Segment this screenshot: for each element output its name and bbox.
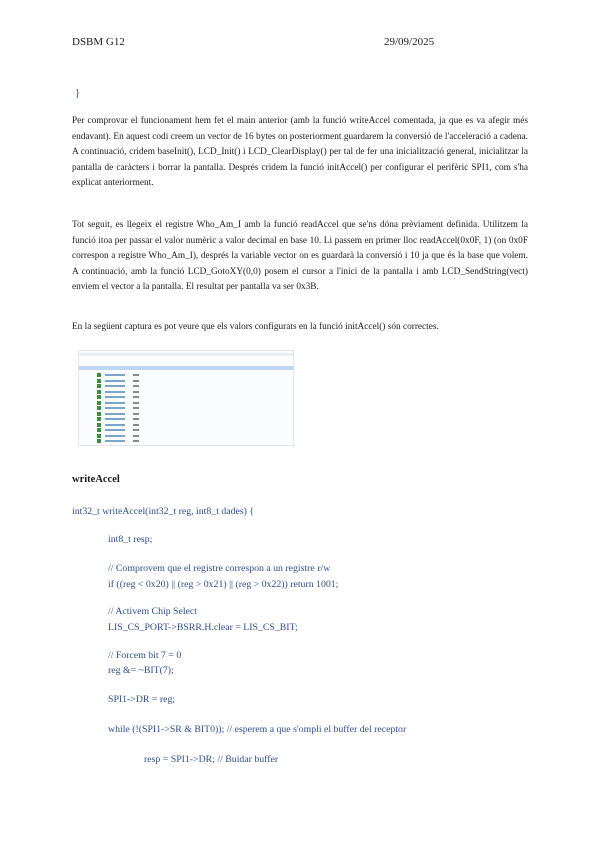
header-author: DSBM G12 [72, 36, 125, 48]
screenshot-register-row [93, 384, 289, 389]
code-comment: // Comprovem que el registre correspon a un registre r/w [108, 563, 331, 574]
header-date: 29/09/2025 [384, 36, 435, 48]
code-line: int8_t resp; [108, 534, 153, 545]
code-line: if ((reg < 0x20) || (reg > 0x21) || (reg > 0x22)) return 1001; [108, 579, 339, 590]
screenshot-register-row [93, 428, 289, 433]
screenshot-register-row [93, 373, 289, 378]
code-comment: // Forcem bit 7 = 0 [108, 650, 182, 661]
paragraph-screenshot-intro: En la següent captura es pot veure que els valors configurats en la funció initAccel() són correctes. [72, 322, 439, 332]
screenshot-register-row [93, 412, 289, 417]
screenshot-register-row [93, 390, 289, 395]
code-line: int32_t writeAccel(int32_t reg, int8_t dades) { [72, 506, 255, 517]
screenshot-register-row [93, 406, 289, 411]
screenshot-register-row [93, 434, 289, 439]
screenshot-register-row [93, 417, 289, 422]
closing-brace: } [75, 88, 81, 99]
screenshot-toolbar [79, 353, 293, 356]
register-view-screenshot [78, 350, 294, 446]
screenshot-selected-row [79, 366, 293, 370]
code-comment: // Activem Chip Select [108, 606, 197, 617]
screenshot-register-row [93, 379, 289, 384]
screenshot-register-row [93, 395, 289, 400]
paragraph-main-explanation: Per comprovar el funcionament hem fet el main anterior (amb la funció writeAccel comentada, ja que es va afegir més endavant). En aquest codi creem un vector de 16 bytes on posteriorment guardarem la conversió de l'acceleració a cadena. A continuació, cridem baseInit(), LCD_Init() i LCD_ClearDisplay() per tal de fer una inicialització general, inicialitzar la pantalla de caràcters i borrar la pantalla. Després cridem la funció initAccel() per configurar el perifèric SPI1, com s'ha explicat anteriorment. [72, 116, 528, 188]
code-line: LIS_CS_PORT->BSRR.H.clear = LIS_CS_BIT; [108, 622, 298, 633]
paragraph-who-am-i: Tot seguit, es llegeix el registre Who_Am_I amb la funció readAccel que se'ns dóna prèviament definida. Utilitzem la funció itoa per passar el valor numèric a valor decimal en base 10. Li passem en primer lloc readAccel(0x0F, 1) (on 0x0F correspon a registre Who_Am_I), després la variable vector on es guardarà la conversió i 10 ja que és la base que volem. A continuació, amb la funció LCD_GotoXY(0,0) posem el cursor a l'inici de la pantalla i amb LCD_SendString(vect) enviem el vector a la pantalla. El resultat per pantalla va ser 0x3B. [72, 220, 528, 292]
code-line: while (!(SPI1->SR & BIT0)); // esperem a que s'ompli el buffer del receptor [108, 724, 407, 735]
screenshot-register-row [93, 401, 289, 406]
section-title: writeAccel [72, 474, 120, 485]
code-line: resp = SPI1->DR; // Buidar buffer [144, 754, 279, 765]
screenshot-register-row [93, 439, 289, 444]
code-line: reg &= ~BIT(7); [108, 665, 174, 676]
screenshot-register-row [93, 423, 289, 428]
code-line: SPI1->DR = reg; [108, 694, 176, 705]
